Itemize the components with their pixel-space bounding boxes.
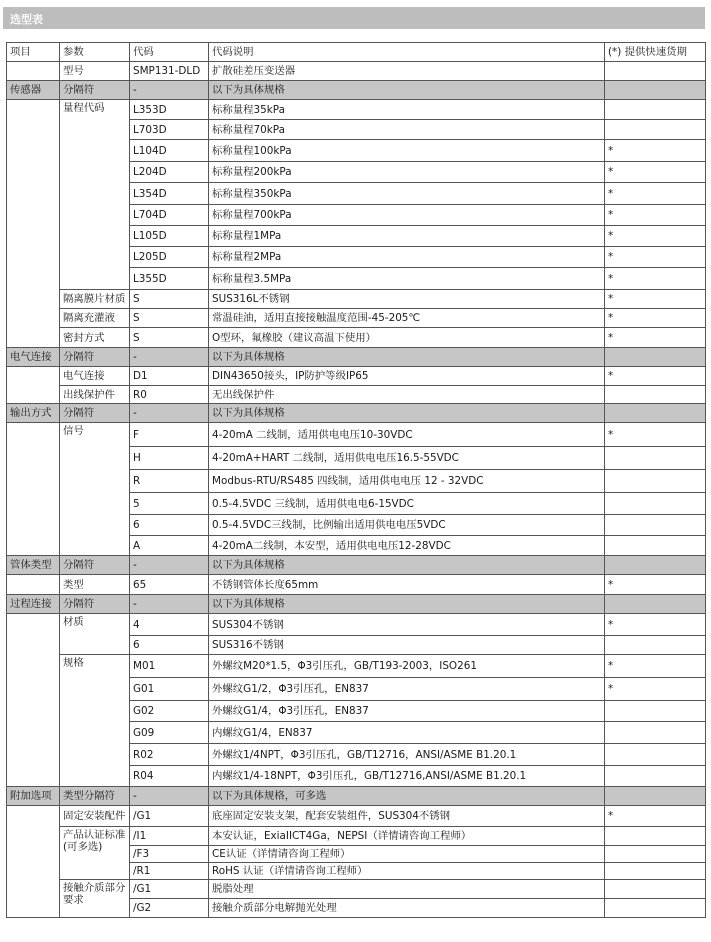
cell-fast-delivery: * bbox=[605, 162, 706, 183]
cell-fast-delivery bbox=[605, 556, 706, 575]
cell-fast-delivery bbox=[605, 348, 706, 367]
page-title-bar bbox=[3, 7, 705, 29]
cell-param: 接触介质部分要求 bbox=[60, 880, 130, 918]
cell-desc: 标称量程700kPa bbox=[209, 205, 605, 226]
cell-fast-delivery bbox=[605, 787, 706, 806]
cell-code: S bbox=[130, 309, 209, 328]
cell-code: R0 bbox=[130, 386, 209, 404]
cell-fast-delivery bbox=[605, 827, 706, 846]
cell-fast-delivery bbox=[605, 515, 706, 536]
cell-desc: 无出线保护件 bbox=[209, 386, 605, 404]
header-param: 参数 bbox=[60, 43, 130, 62]
cell-fast-delivery bbox=[605, 766, 706, 787]
separator-row bbox=[7, 348, 706, 367]
cell-code: /G1 bbox=[130, 880, 209, 899]
cell-param: 分隔符 bbox=[60, 81, 130, 100]
cell-item: 电气连接 bbox=[7, 348, 60, 367]
cell-param: 分隔符 bbox=[60, 404, 130, 423]
cell-desc: 标称量程3.5MPa bbox=[209, 268, 605, 290]
cell-item bbox=[7, 575, 60, 595]
cell-item bbox=[7, 614, 60, 787]
cell-fast-delivery: * bbox=[605, 806, 706, 827]
page-title: 选型表 bbox=[10, 13, 43, 26]
cell-fast-delivery: * bbox=[605, 575, 706, 595]
cell-desc: 外螺纹G1/2，Φ3引压孔，EN837 bbox=[209, 678, 605, 701]
cell-desc: 标称量程35kPa bbox=[209, 100, 605, 120]
cell-code: - bbox=[130, 404, 209, 423]
cell-desc: 4-20mA+HART 二线制，适用供电电压16.5-55VDC bbox=[209, 447, 605, 470]
cell-fast-delivery bbox=[605, 899, 706, 918]
cell-desc: 以下为具体规格 bbox=[209, 348, 605, 367]
cell-fast-delivery: * bbox=[605, 140, 706, 162]
cell-code: L104D bbox=[130, 140, 209, 162]
cell-fast-delivery: * bbox=[605, 328, 706, 348]
cell-item: 管体类型 bbox=[7, 556, 60, 575]
cell-desc: 外螺纹1/4NPT，Φ3引压孔，GB/T12716，ANSI/ASME B1.20.1 bbox=[209, 744, 605, 766]
cell-desc: 外螺纹G1/4，Φ3引压孔，EN837 bbox=[209, 701, 605, 722]
cell-fast-delivery: * bbox=[605, 678, 706, 701]
separator-row bbox=[7, 595, 706, 614]
cell-code: /G1 bbox=[130, 806, 209, 827]
cell-fast-delivery bbox=[605, 120, 706, 140]
cell-code: SMP131-DLD bbox=[130, 62, 209, 81]
cell-param: 密封方式 bbox=[60, 328, 130, 348]
separator-row bbox=[7, 556, 706, 575]
cell-desc: 标称量程200kPa bbox=[209, 162, 605, 183]
cell-fast-delivery bbox=[605, 100, 706, 120]
cell-desc: 标称量程350kPa bbox=[209, 183, 605, 205]
cell-fast-delivery: * bbox=[605, 309, 706, 328]
selection-table bbox=[6, 42, 706, 918]
table-row bbox=[7, 614, 706, 636]
cell-desc: 以下为具体规格 bbox=[209, 404, 605, 423]
cell-fast-delivery bbox=[605, 636, 706, 655]
cell-param: 量程代码 bbox=[60, 100, 130, 290]
cell-param: 出线保护件 bbox=[60, 386, 130, 404]
cell-item: 传感器 bbox=[7, 81, 60, 100]
cell-param: 类型 bbox=[60, 575, 130, 595]
table-row bbox=[7, 290, 706, 309]
cell-item: 附加选项 bbox=[7, 787, 60, 806]
cell-desc: RoHS 认证（详情请咨询工程师） bbox=[209, 863, 605, 880]
cell-code: 65 bbox=[130, 575, 209, 595]
cell-desc: 标称量程70kPa bbox=[209, 120, 605, 140]
separator-row bbox=[7, 404, 706, 423]
cell-code: F bbox=[130, 423, 209, 447]
cell-item: 过程连接 bbox=[7, 595, 60, 614]
cell-param: 分隔符 bbox=[60, 595, 130, 614]
cell-fast-delivery bbox=[605, 846, 706, 863]
table-row bbox=[7, 100, 706, 120]
cell-desc: Modbus-RTU/RS485 四线制，适用供电电压 12 - 32VDC bbox=[209, 470, 605, 493]
cell-fast-delivery bbox=[605, 722, 706, 744]
cell-fast-delivery bbox=[605, 404, 706, 423]
cell-fast-delivery: * bbox=[605, 655, 706, 678]
cell-item bbox=[7, 423, 60, 556]
cell-code: - bbox=[130, 348, 209, 367]
table-row bbox=[7, 880, 706, 899]
cell-code: R04 bbox=[130, 766, 209, 787]
header-code: 代码 bbox=[130, 43, 209, 62]
cell-fast-delivery bbox=[605, 536, 706, 556]
cell-desc: SUS316L不锈钢 bbox=[209, 290, 605, 309]
cell-code: G09 bbox=[130, 722, 209, 744]
cell-desc: 以下为具体规格 bbox=[209, 595, 605, 614]
cell-param: 隔离膜片材质 bbox=[60, 290, 130, 309]
cell-param: 产品认证标准(可多选) bbox=[60, 827, 130, 880]
cell-code: 5 bbox=[130, 493, 209, 515]
table-row bbox=[7, 309, 706, 328]
cell-code: L205D bbox=[130, 247, 209, 268]
cell-desc: 标称量程1MPa bbox=[209, 226, 605, 247]
table-row bbox=[7, 62, 706, 81]
cell-param: 固定安装配件 bbox=[60, 806, 130, 827]
cell-code: /G2 bbox=[130, 899, 209, 918]
cell-item bbox=[7, 62, 60, 81]
cell-fast-delivery bbox=[605, 62, 706, 81]
cell-code: - bbox=[130, 787, 209, 806]
cell-desc: 以下为具体规格 bbox=[209, 556, 605, 575]
cell-desc: 脱脂处理 bbox=[209, 880, 605, 899]
cell-code: R bbox=[130, 470, 209, 493]
cell-desc: CE认证（详情请咨询工程师） bbox=[209, 846, 605, 863]
table-row bbox=[7, 386, 706, 404]
cell-fast-delivery: * bbox=[605, 423, 706, 447]
cell-code: 6 bbox=[130, 636, 209, 655]
cell-code: L204D bbox=[130, 162, 209, 183]
cell-desc: 不锈钢管体长度65mm bbox=[209, 575, 605, 595]
table-body bbox=[7, 62, 706, 918]
cell-code: - bbox=[130, 556, 209, 575]
cell-desc: 以下为具体规格，可多选 bbox=[209, 787, 605, 806]
cell-desc: 标称量程100kPa bbox=[209, 140, 605, 162]
table-row bbox=[7, 328, 706, 348]
cell-fast-delivery: * bbox=[605, 226, 706, 247]
cell-desc: 0.5-4.5VDC 三线制，适用供电电6-15VDC bbox=[209, 493, 605, 515]
cell-code: - bbox=[130, 81, 209, 100]
cell-code: L355D bbox=[130, 268, 209, 290]
cell-fast-delivery bbox=[605, 595, 706, 614]
cell-code: A bbox=[130, 536, 209, 556]
cell-fast-delivery bbox=[605, 470, 706, 493]
cell-code: 4 bbox=[130, 614, 209, 636]
table-row bbox=[7, 827, 706, 846]
cell-param: 分隔符 bbox=[60, 348, 130, 367]
cell-param: 隔离充灌液 bbox=[60, 309, 130, 328]
cell-code: /I1 bbox=[130, 827, 209, 846]
cell-desc: 接触介质部分电解抛光处理 bbox=[209, 899, 605, 918]
table-row bbox=[7, 423, 706, 447]
cell-desc: 常温硅油，适用直接接触温度范围-45-205℃ bbox=[209, 309, 605, 328]
cell-fast-delivery bbox=[605, 863, 706, 880]
cell-code: /R1 bbox=[130, 863, 209, 880]
cell-fast-delivery bbox=[605, 493, 706, 515]
cell-desc: SUS304不锈钢 bbox=[209, 614, 605, 636]
cell-item: 输出方式 bbox=[7, 404, 60, 423]
table-row bbox=[7, 806, 706, 827]
cell-desc: DIN43650接头，IP防护等级IP65 bbox=[209, 367, 605, 386]
cell-code: 6 bbox=[130, 515, 209, 536]
cell-desc: 以下为具体规格 bbox=[209, 81, 605, 100]
cell-param: 类型分隔符 bbox=[60, 787, 130, 806]
cell-param: 电气连接 bbox=[60, 367, 130, 386]
cell-fast-delivery: * bbox=[605, 290, 706, 309]
cell-fast-delivery bbox=[605, 447, 706, 470]
cell-desc: 标称量程2MPa bbox=[209, 247, 605, 268]
cell-desc: 内螺纹G1/4，EN837 bbox=[209, 722, 605, 744]
cell-desc: O型环，氟橡胶（建议高温下使用） bbox=[209, 328, 605, 348]
cell-code: L353D bbox=[130, 100, 209, 120]
cell-item bbox=[7, 100, 60, 348]
table-row bbox=[7, 655, 706, 678]
cell-fast-delivery bbox=[605, 880, 706, 899]
table-row bbox=[7, 575, 706, 595]
separator-row bbox=[7, 787, 706, 806]
cell-fast-delivery: * bbox=[605, 247, 706, 268]
cell-desc: 4-20mA 二线制，适用供电电压10-30VDC bbox=[209, 423, 605, 447]
cell-code: D1 bbox=[130, 367, 209, 386]
cell-desc: 0.5-4.5VDC三线制，比例输出适用供电电压5VDC bbox=[209, 515, 605, 536]
cell-fast-delivery: * bbox=[605, 614, 706, 636]
cell-code: R02 bbox=[130, 744, 209, 766]
cell-param: 分隔符 bbox=[60, 556, 130, 575]
cell-code: S bbox=[130, 328, 209, 348]
cell-code: H bbox=[130, 447, 209, 470]
cell-code: L105D bbox=[130, 226, 209, 247]
table-row bbox=[7, 367, 706, 386]
table-header-row bbox=[7, 43, 706, 62]
header-desc: 代码说明 bbox=[209, 43, 605, 62]
cell-code: S bbox=[130, 290, 209, 309]
cell-fast-delivery: * bbox=[605, 205, 706, 226]
cell-desc: 外螺纹M20*1.5，Φ3引压孔，GB/T193-2003，ISO261 bbox=[209, 655, 605, 678]
cell-desc: 4-20mA二线制，本安型，适用供电电压12-28VDC bbox=[209, 536, 605, 556]
cell-fast-delivery: * bbox=[605, 367, 706, 386]
cell-code: L354D bbox=[130, 183, 209, 205]
cell-param: 规格 bbox=[60, 655, 130, 787]
cell-desc: 底座固定安装支架，配套安装组件，SUS304不锈钢 bbox=[209, 806, 605, 827]
header-item: 项目 bbox=[7, 43, 60, 62]
cell-code: /F3 bbox=[130, 846, 209, 863]
cell-fast-delivery bbox=[605, 701, 706, 722]
cell-param: 材质 bbox=[60, 614, 130, 655]
cell-code: L704D bbox=[130, 205, 209, 226]
cell-desc: 扩散硅差压变送器 bbox=[209, 62, 605, 81]
cell-fast-delivery: * bbox=[605, 183, 706, 205]
cell-code: G01 bbox=[130, 678, 209, 701]
cell-desc: 内螺纹1/4-18NPT，Φ3引压孔，GB/T12716,ANSI/ASME B1.20.1 bbox=[209, 766, 605, 787]
cell-param: 型号 bbox=[60, 62, 130, 81]
cell-code: - bbox=[130, 595, 209, 614]
cell-param: 信号 bbox=[60, 423, 130, 556]
cell-code: M01 bbox=[130, 655, 209, 678]
header-fast-delivery: (*) 提供快速货期 bbox=[605, 43, 706, 62]
cell-desc: 本安认证，ExiaIICT4Ga，NEPSI（详情请咨询工程师） bbox=[209, 827, 605, 846]
cell-desc: SUS316不锈钢 bbox=[209, 636, 605, 655]
cell-item bbox=[7, 367, 60, 404]
cell-item bbox=[7, 806, 60, 918]
cell-fast-delivery bbox=[605, 81, 706, 100]
cell-fast-delivery bbox=[605, 744, 706, 766]
cell-code: G02 bbox=[130, 701, 209, 722]
cell-fast-delivery: * bbox=[605, 268, 706, 290]
separator-row bbox=[7, 81, 706, 100]
cell-code: L703D bbox=[130, 120, 209, 140]
cell-fast-delivery bbox=[605, 386, 706, 404]
